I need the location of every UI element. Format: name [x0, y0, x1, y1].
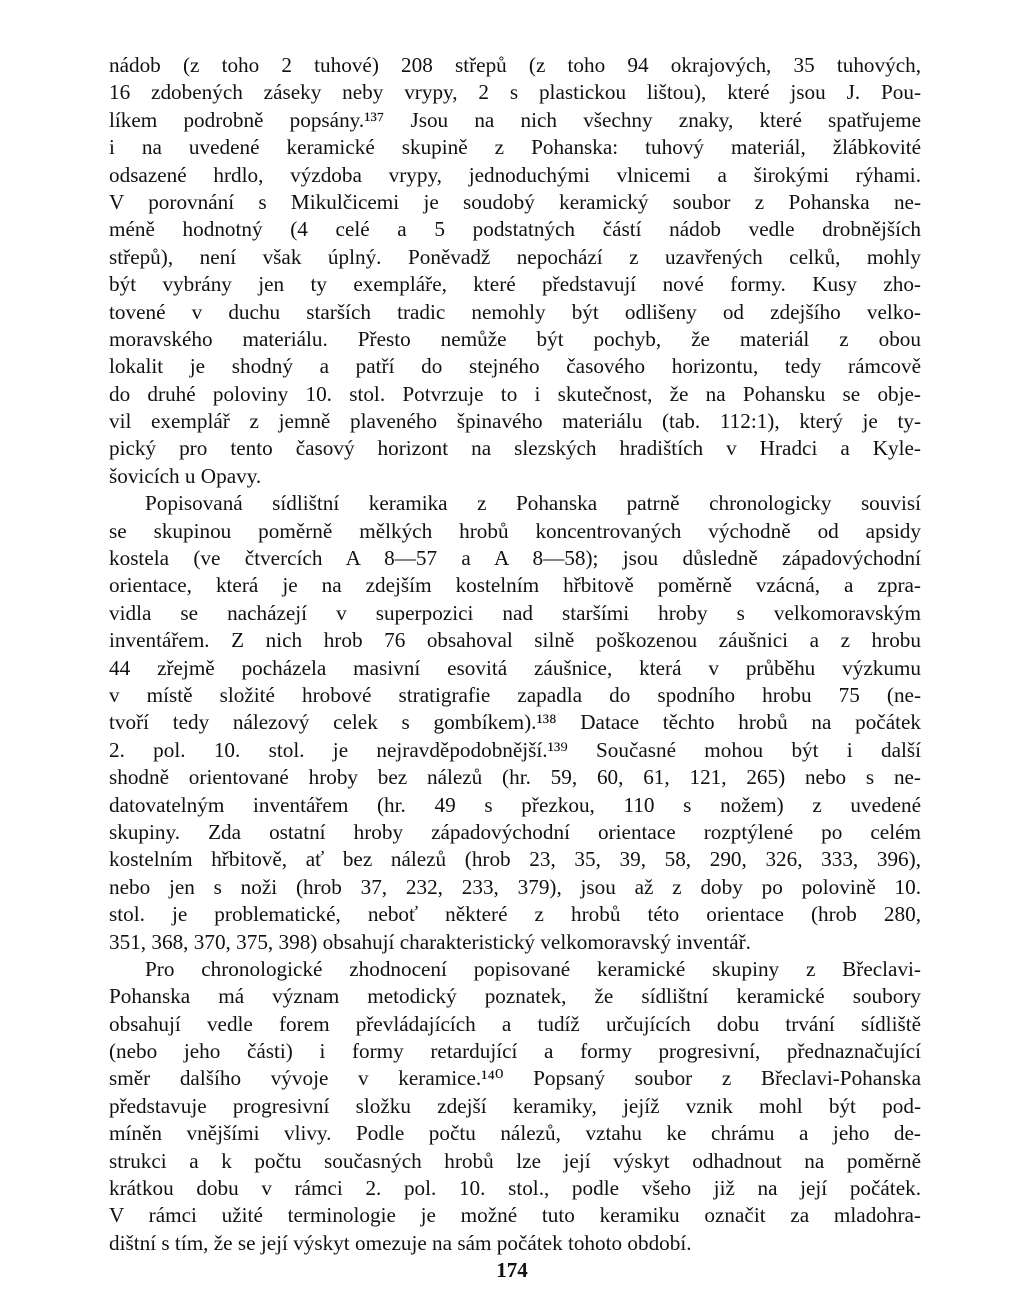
text-line: (nebo jeho části) i formy retardující a formy progresivní, přednaznačující [109, 1039, 921, 1064]
page-body [109, 52, 921, 1257]
text-line: odsazené hrdlo, výzdoba vrypy, jednoduchými vlnicemi a širokými rýhami. [109, 162, 921, 187]
text-line: 44 zřejmě pocházela masivní esovitá záušnice, která v průběhu výzkumu [109, 655, 921, 680]
text-line: 16 zdobených záseky neby vrypy, 2 s plastickou lištou), které jsou J. Pou- [109, 80, 921, 105]
text-line: směr dalšího vývoje v keramice.¹⁴⁰ Popsaný soubor z Břeclavi-Pohanska [109, 1066, 921, 1091]
text-line: šovicích u Opavy. [109, 463, 262, 488]
text-line: moravského materiálu. Přesto nemůže být pochyb, že materiál z obou [109, 326, 921, 351]
text-line: lokalit je shodný a patří do stejného časového horizontu, tedy rámcově [109, 354, 921, 379]
text-line: i na uvedené keramické skupině z Pohanska: tuhový materiál, žlábkovité [109, 135, 921, 160]
text-line: se skupinou poměrně mělkých hrobů koncentrovaných východně od apsidy [109, 518, 921, 543]
text-line: pický pro tento časový horizont na slezských hradištích v Hradci a Kyle- [109, 436, 921, 461]
text-line: představuje progresivní složku zdejší keramiky, jejíž vznik mohl být pod- [109, 1093, 921, 1118]
text-line: Pohanska má význam metodický poznatek, že sídlištní keramické soubory [109, 984, 921, 1009]
paragraph-2 [109, 490, 921, 956]
text-line: Pro chronologické zhodnocení popisované keramické skupiny z Břeclavi- [145, 956, 921, 981]
text-line: dištní s tím, že se její výskyt omezuje na sám počátek tohoto období. [109, 1230, 692, 1255]
text-line: stol. je problematické, neboť některé z hrobů této orientace (hrob 280, [109, 902, 921, 927]
text-line: krátkou dobu v rámci 2. pol. 10. stol., podle všeho již na její počátek. [109, 1176, 921, 1201]
text-line: míněn vnějšími vlivy. Podle počtu nálezů, vztahu ke chrámu a jeho de- [109, 1121, 921, 1146]
text-line: orientace, která je na zdejším kostelním hřbitově poměrně vzácná, a zpra- [109, 573, 921, 598]
text-line: Popisovaná sídlištní keramika z Pohanska patrně chronologicky souvisí [145, 491, 921, 516]
text-line: v místě složité hrobové stratigrafie zapadla do spodního hrobu 75 (ne- [109, 682, 921, 707]
text-line: 351, 368, 370, 375, 398) obsahují charakteristický velkomoravský inventář. [109, 929, 751, 954]
text-line: vil exemplář z jemně plaveného špinavého materiálu (tab. 112:1), který je ty- [109, 409, 921, 434]
text-line: inventářem. Z nich hrob 76 obsahoval silně poškozenou záušnici a z hrobu [109, 628, 921, 653]
text-line: kostelním hřbitově, ať bez nálezů (hrob 23, 35, 39, 58, 290, 326, 333, 396), [109, 847, 921, 872]
text-line: nebo jen s noži (hrob 37, 232, 233, 379), jsou až z doby po polovině 10. [109, 874, 921, 899]
paragraph-3 [109, 956, 921, 1257]
paragraph-1 [109, 52, 921, 490]
text-line: obsahují vedle forem převládajících a tudíž určujících dobu trvání sídliště [109, 1011, 921, 1036]
page-number: 174 [496, 1258, 528, 1282]
text-line: V rámci užité terminologie je možné tuto keramiku označit za mladohra- [109, 1203, 921, 1228]
text-line: líkem podrobně popsány.¹³⁷ Jsou na nich všechny znaky, které spatřujeme [109, 107, 921, 132]
text-line: vidla se nacházejí v superpozici nad staršími hroby s velkomoravským [109, 600, 921, 625]
text-line: shodně orientované hroby bez nálezů (hr. 59, 60, 61, 121, 265) nebo s ne- [109, 765, 921, 790]
text-line: tvoří tedy nálezový celek s gombíkem).¹³⁸ Datace těchto hrobů na počátek [109, 710, 921, 735]
text-line: datovatelným inventářem (hr. 49 s přezkou, 110 s nožem) z uvedené [109, 792, 921, 817]
text-line: 2. pol. 10. stol. je nejravděpodobnější.¹³⁹ Současné mohou být i další [109, 737, 921, 762]
text-line: kostela (ve čtvercích A 8—57 a A 8—58); jsou důsledně západovýchodní [109, 546, 921, 571]
text-line: být vybrány jen ty exempláře, které představují nové formy. Kusy zho- [109, 272, 921, 297]
text-line: nádob (z toho 2 tuhové) 208 střepů (z toho 94 okrajových, 35 tuhových, [109, 53, 921, 77]
text-line: tovené v duchu starších tradic nemohly být odlišeny od zdejšího velko- [109, 299, 921, 324]
text-line: méně hodnotný (4 celé a 5 podstatných částí nádob vedle drobnějších [109, 217, 921, 242]
text-line: skupiny. Zda ostatní hroby západovýchodní orientace rozptýlené po celém [109, 819, 921, 844]
text-line: do druhé poloviny 10. stol. Potvrzuje to i skutečnost, že na Pohansku se obje- [109, 381, 921, 406]
text-line: V porovnání s Mikulčicemi je soudobý keramický soubor z Pohanska ne- [109, 189, 921, 214]
text-line: strukci a k počtu současných hrobů lze její výskyt odhadnout na poměrně [109, 1148, 921, 1173]
text-line: střepů), není však úplný. Poněvadž nepochází z uzavřených celků, mohly [109, 244, 921, 269]
